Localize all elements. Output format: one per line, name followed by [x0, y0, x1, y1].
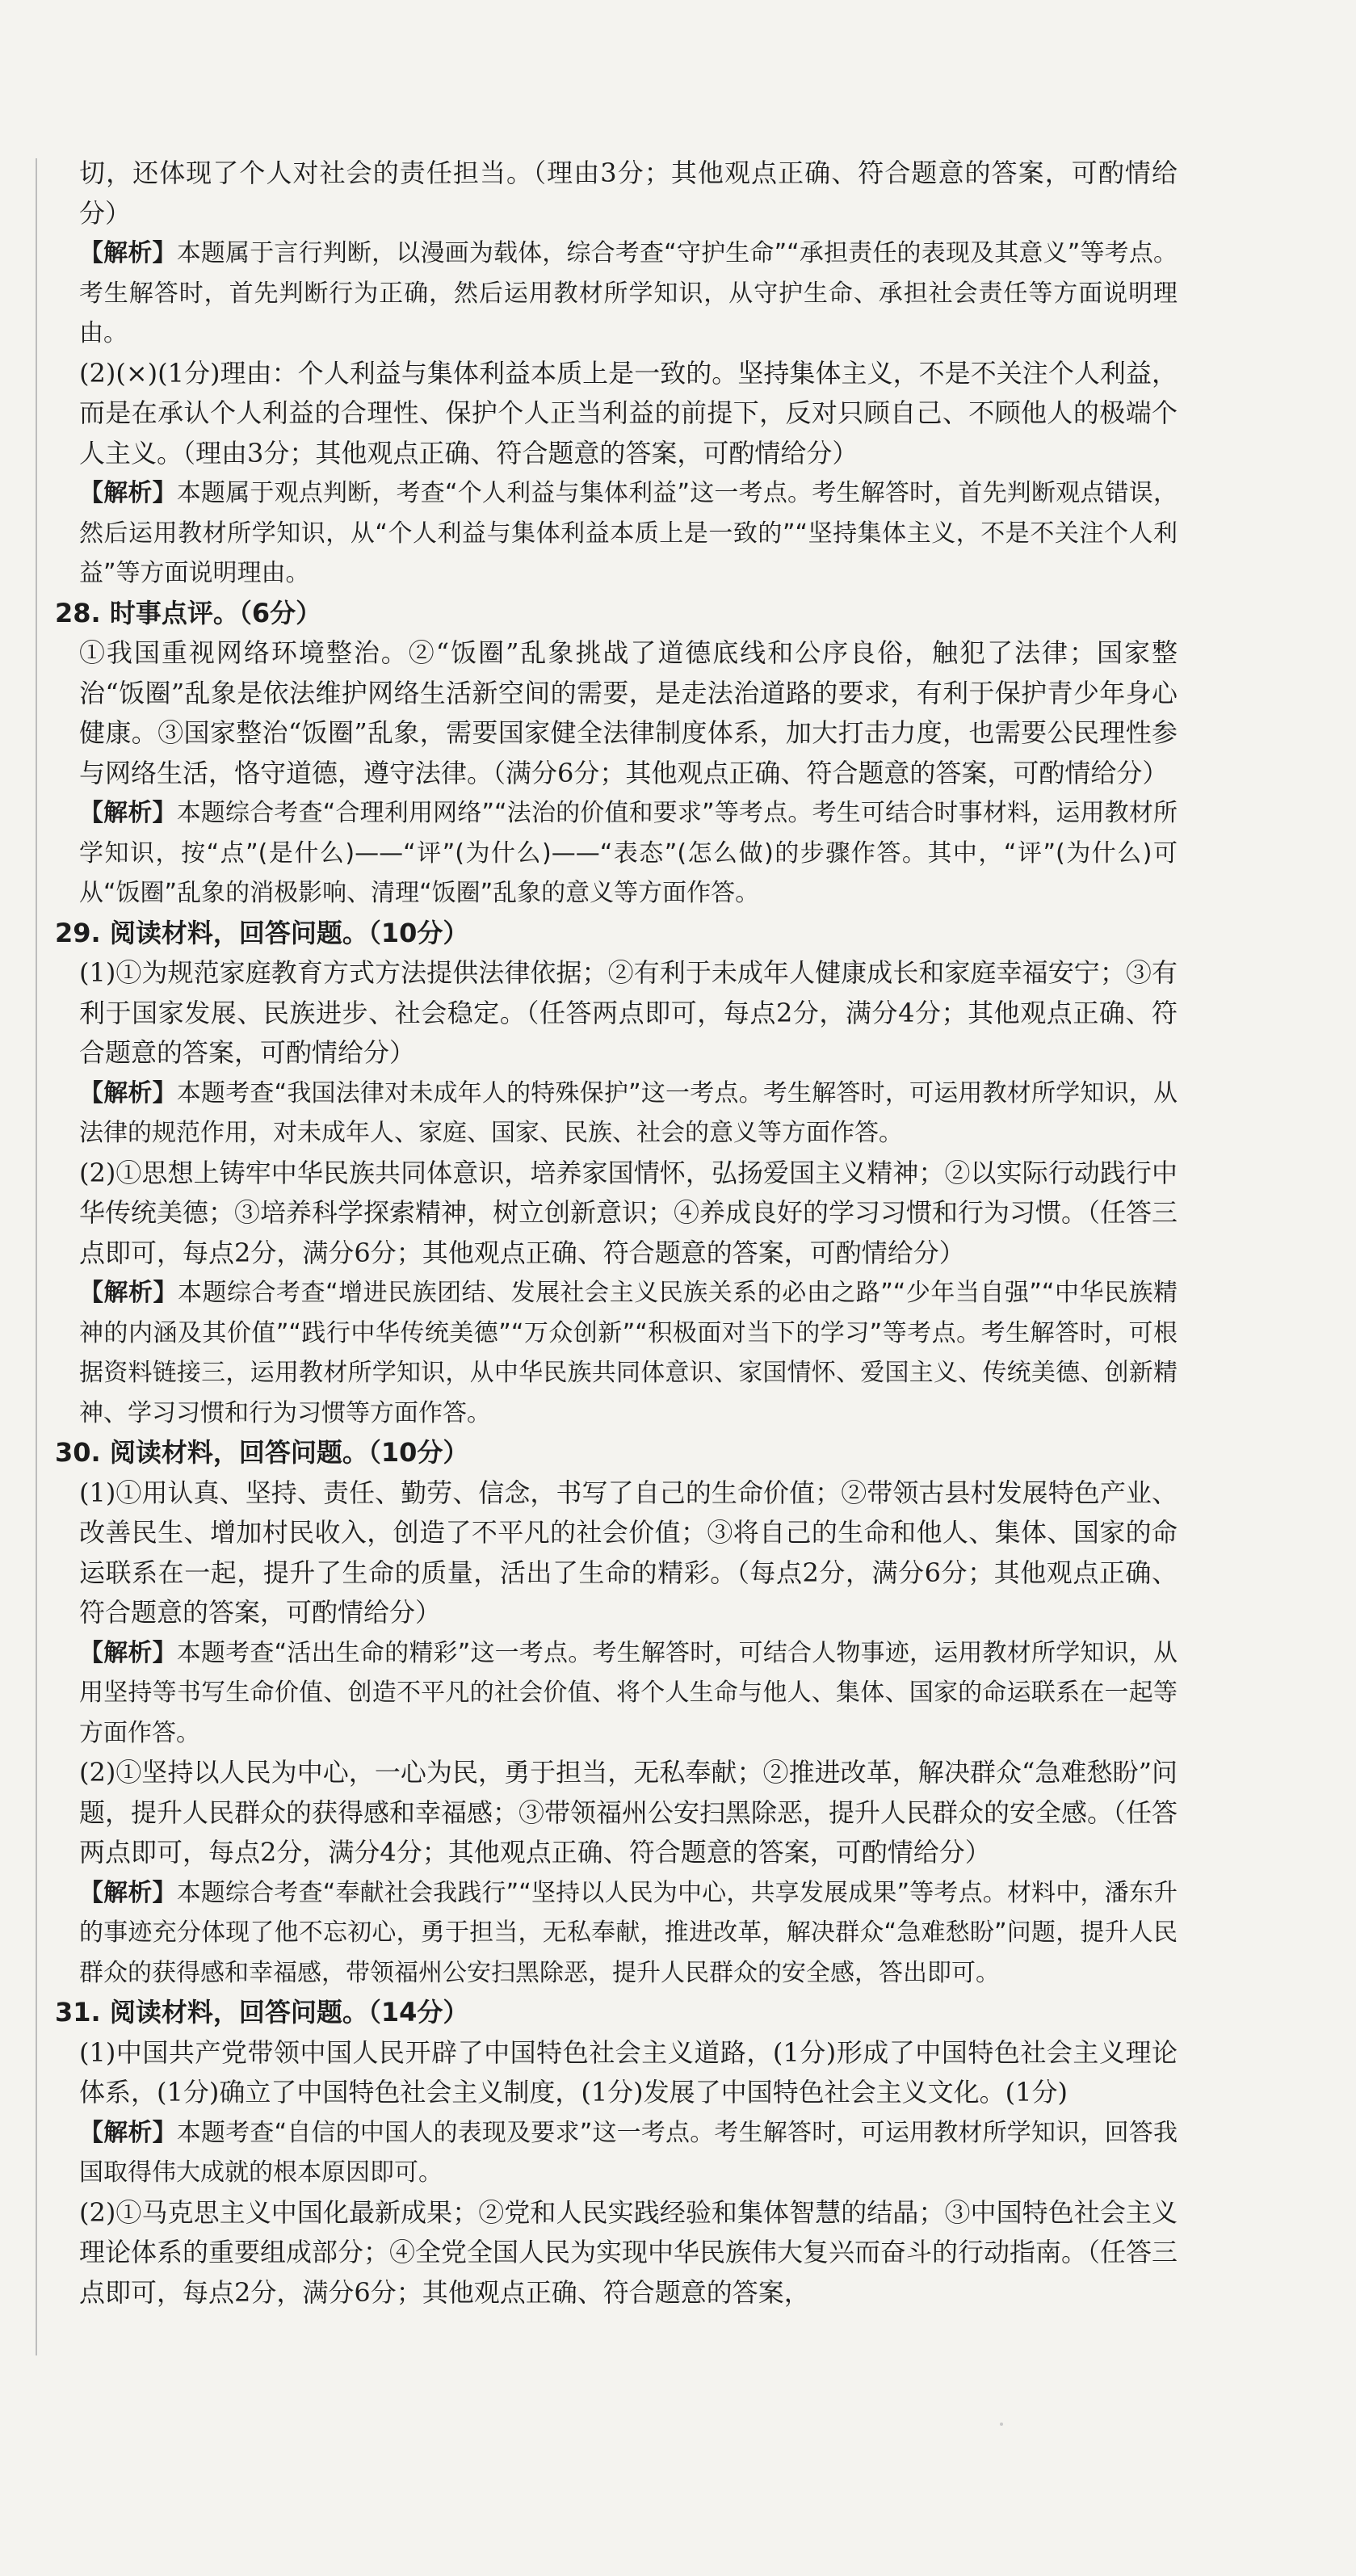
analysis-paragraph: [55, 1873, 1178, 1994]
answer-paragraph: [55, 633, 1178, 793]
paragraph-text: (2)①马克思主义中国化最新成果；②党和人民实践经验和集体智慧的结晶；③中国特色社会主义理论体系的重要组成部分；④全党全国人民为实现中华民族伟大复兴而奋斗的行动指南。（任答三点即可，每点2分，满分6分；其他观点正确、符合题意的答案，: [79, 2196, 1178, 2308]
analysis-paragraph: [55, 473, 1178, 594]
analysis-paragraph: [55, 2113, 1178, 2193]
answer-paragraph: [55, 153, 1178, 233]
paragraph-text: 本题属于观点判断，考查“个人利益与集体利益”这一考点。考生解答时，首先判断观点错误，然后运用教材所学知识，从“个人利益与集体利益本质上是一致的”“坚持集体主义，不是不关注个人利益”等方面说明理由。: [79, 479, 1178, 587]
paragraph-text: ①我国重视网络环境整治。②“饭圈”乱象挑战了道德底线和公序良俗，触犯了法律；国家整治“饭圈”乱象是依法维护网络生活新空间的需要，是走法治道路的要求，有利于保护青少年身心健康。③国家整治“饭圈”乱象，需要国家健全法律制度体系，加大打击力度，也需要公民理性参与网络生活，恪守道德，遵守法律。（满分6分；其他观点正确、符合题意的答案，可酌情给分）: [79, 637, 1178, 788]
question-heading: 29. 阅读材料，回答问题。（10分）: [55, 917, 469, 948]
paragraph-text: 本题综合考查“奉献社会我践行”“坚持以人民为中心，共享发展成果”等考点。材料中，潘东升的事迹充分体现了他不忘初心，勇于担当，无私奉献，推进改革，解决群众“急难愁盼”问题，提升人民群众的获得感和幸福感，带领福州公安扫黑除恶，提升人民群众的安全感，答出即可。: [79, 1878, 1178, 1987]
scan-speck: [1000, 2423, 1003, 2426]
page-content: [55, 153, 1178, 2313]
question-heading: 31. 阅读材料，回答问题。（14分）: [55, 1997, 469, 2028]
analysis-tag: 【解析】: [79, 2118, 177, 2147]
analysis-tag: 【解析】: [79, 1078, 177, 1107]
analysis-paragraph: [55, 233, 1178, 354]
paragraph-text: (2)(×)(1分)理由：个人利益与集体利益本质上是一致的。坚持集体主义，不是不关注个人利益，而是在承认个人利益的合理性、保护个人正当利益的前提下，反对只顾自己、不顾他人的极端个人主义。（理由3分；其他观点正确、符合题意的答案，可酌情给分）: [79, 357, 1178, 469]
analysis-paragraph: [55, 793, 1178, 914]
analysis-paragraph: [55, 1074, 1178, 1154]
paragraph-text: (2)①坚持以人民为中心，一心为民，勇于担当，无私奉献；②推进改革，解决群众“急难愁盼”问题，提升人民群众的获得感和幸福感；③带领福州公安扫黑除恶，提升人民群众的安全感。（任答两点即可，每点2分，满分4分；其他观点正确、符合题意的答案，可酌情给分）: [79, 1757, 1178, 1868]
analysis-tag: 【解析】: [79, 479, 177, 507]
answer-paragraph: [55, 953, 1178, 1074]
paragraph-text: 本题综合考查“增进民族团结、发展社会主义民族关系的必由之路”“少年当自强”“中华民族精神的内涵及其价值”“践行中华传统美德”“万众创新”“积极面对当下的学习”等考点。考生解答时，可根据资料链接三，运用教材所学知识，从中华民族共同体意识、家国情怀、爱国主义、传统美德、创新精神、学习习惯和行为习惯等方面作答。: [79, 1279, 1178, 1427]
paragraph-text: 本题考查“我国法律对未成年人的特殊保护”这一考点。考生解答时，可运用教材所学知识，从法律的规范作用，对未成年人、家庭、国家、民族、社会的意义等方面作答。: [79, 1078, 1178, 1147]
question-heading: 28. 时事点评。（6分）: [55, 597, 322, 628]
analysis-tag: 【解析】: [79, 1878, 177, 1907]
paragraph-text: 本题考查“活出生命的精彩”这一考点。考生解答时，可结合人物事迹，运用教材所学知识，从用坚持等书写生命价值、创造不平凡的社会价值、将个人生命与他人、集体、国家的命运联系在一起等方面作答。: [79, 1638, 1178, 1747]
paragraph-text: (1)中国共产党带领中国人民开辟了中国特色社会主义道路，(1分)形成了中国特色社会主义理论体系，(1分)确立了中国特色社会主义制度，(1分)发展了中国特色社会主义文化。(1分): [79, 2036, 1178, 2107]
paragraph-text: 切，还体现了个人对社会的责任担当。（理由3分；其他观点正确、符合题意的答案，可酌情给分）: [79, 158, 1178, 229]
answer-paragraph: [55, 1154, 1178, 1274]
paragraph-text: 本题考查“自信的中国人的表现及要求”这一考点。考生解答时，可运用教材所学知识，回答我国取得伟大成就的根本原因即可。: [79, 2118, 1178, 2187]
analysis-paragraph: [55, 1273, 1178, 1433]
analysis-tag: 【解析】: [79, 799, 177, 827]
paragraph-text: (1)①为规范家庭教育方式方法提供法律依据；②有利于未成年人健康成长和家庭幸福安宁；③有利于国家发展、民族进步、社会稳定。（任答两点即可，每点2分，满分4分；其他观点正确、符合题意的答案，可酌情给分）: [79, 957, 1178, 1068]
analysis-tag: 【解析】: [79, 1279, 178, 1307]
answer-paragraph: [55, 2193, 1178, 2313]
paragraph-text: (2)①思想上铸牢中华民族共同体意识，培养家国情怀，弘扬爱国主义精神；②以实际行动践行中华传统美德；③培养科学探索精神，树立创新意识；④养成良好的学习习惯和行为习惯。（任答三点即可，每点2分，满分6分；其他观点正确、符合题意的答案，可酌情给分）: [79, 1157, 1178, 1268]
margin-rule: [36, 158, 37, 2355]
question-heading: 30. 阅读材料，回答问题。（10分）: [55, 1437, 469, 1468]
answer-paragraph: [55, 1473, 1178, 1633]
analysis-tag: 【解析】: [79, 239, 177, 267]
answer-paragraph: [55, 354, 1178, 474]
analysis-tag: 【解析】: [79, 1638, 177, 1667]
paragraph-text: 本题属于言行判断，以漫画为载体，综合考查“守护生命”“承担责任的表现及其意义”等考点。考生解答时，首先判断行为正确，然后运用教材所学知识，从守护生命、承担社会责任等方面说明理由。: [79, 239, 1178, 347]
answer-paragraph: [55, 2033, 1178, 2113]
answer-paragraph: [55, 1753, 1178, 1873]
paragraph-text: 本题综合考查“合理利用网络”“法治的价值和要求”等考点。考生可结合时事材料，运用教材所学知识，按“点”(是什么)——“评”(为什么)——“表态”(怎么做)的步骤作答。其中，“评”(为什么)可从“饭圈”乱象的消极影响、清理“饭圈”乱象的意义等方面作答。: [79, 799, 1178, 907]
paragraph-text: (1)①用认真、坚持、责任、勤劳、信念，书写了自己的生命价值；②带领古县村发展特色产业、改善民生、增加村民收入，创造了不平凡的社会价值；③将自己的生命和他人、集体、国家的命运联系在一起，提升了生命的质量，活出了生命的精彩。（每点2分，满分6分；其他观点正确、符合题意的答案，可酌情给分）: [79, 1477, 1178, 1628]
analysis-paragraph: [55, 1633, 1178, 1754]
